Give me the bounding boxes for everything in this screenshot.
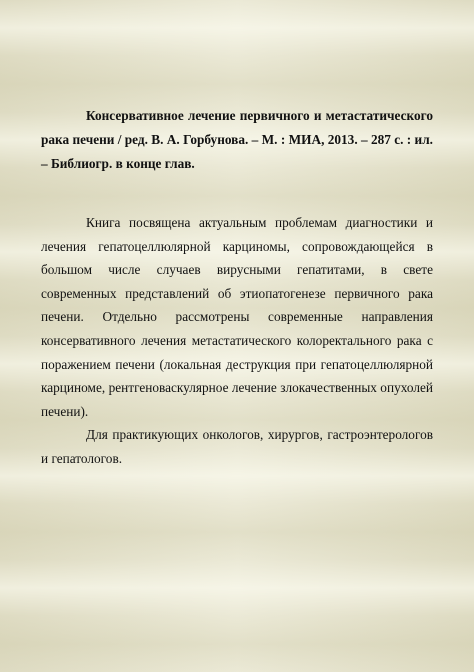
annotation-paragraph: Книга посвящена актуальным проблемам диагностики и лечения гепатоцеллюлярной карциномы, сопровождающейся в большом числе случаев вирусными гепатитами, в свете современных представлений об этиопатогенезе первичного рака печени. Отдельно рассмотрены современные направления консервативного лечения метастатического колоректального рака с поражением печени (локальная деструкция при гепатоцеллюлярной карциноме, рентгеноваскулярное лечение злокачественных опухолей печени). xyxy=(41,215,433,419)
document-body xyxy=(41,104,433,471)
audience-paragraph: Для практикующих онкологов, хирургов, гастроэнтерологов и гепатологов. xyxy=(41,427,433,466)
bibliographic-entry: Консервативное лечение первичного и метастатического рака печени / ред. В. А. Горбунова. – М. : МИА, 2013. – 287 с. : ил. – Библиогр. в конце глав. xyxy=(41,108,433,171)
